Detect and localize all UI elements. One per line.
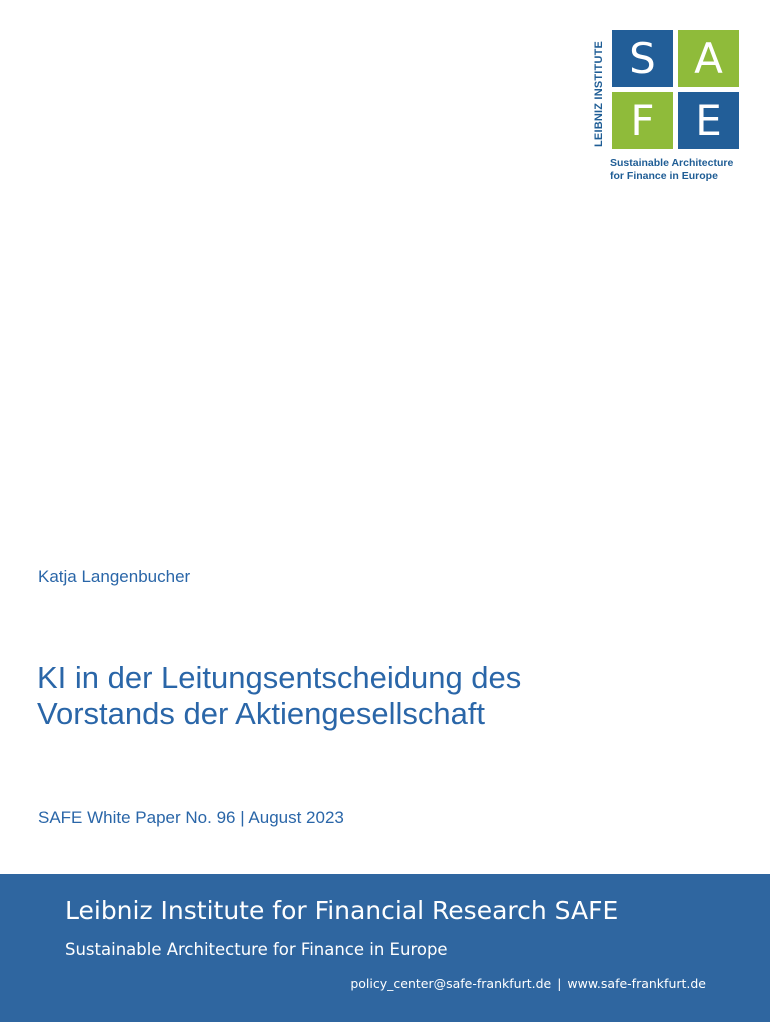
footer-subtitle: Sustainable Architecture for Finance in Europe [65, 940, 448, 959]
logo-tile-a: A [678, 30, 739, 87]
logo-tile-e: E [678, 92, 739, 149]
footer-institute-name: Leibniz Institute for Financial Research SAFE [65, 896, 619, 925]
series-info: SAFE White Paper No. 96 | August 2023 [38, 808, 344, 827]
contact-separator: | [557, 976, 562, 991]
logo-caption-line2: for Finance in Europe [610, 170, 718, 182]
logo-tile-s: S [612, 30, 673, 87]
logo-caption-line1: Sustainable Architecture [610, 157, 734, 169]
logo-letter-grid [612, 30, 740, 148]
email-link[interactable]: policy_center@safe-frankfurt.de [350, 976, 552, 991]
website-link[interactable]: www.safe-frankfurt.de [567, 976, 706, 991]
paper-title-line1: KI in der Leitungsentscheidung des [37, 660, 522, 695]
logo-tile-f: F [612, 92, 673, 149]
author-name: Katja Langenbucher [38, 567, 191, 586]
logo-caption [610, 157, 760, 183]
footer-banner [0, 874, 770, 1022]
paper-title-line2: Vorstands der Aktiengesellschaft [37, 696, 486, 731]
footer-contact [350, 976, 706, 991]
paper-title [37, 660, 737, 732]
logo-vertical-text: LEIBNIZ INSTITUTE [593, 40, 605, 148]
